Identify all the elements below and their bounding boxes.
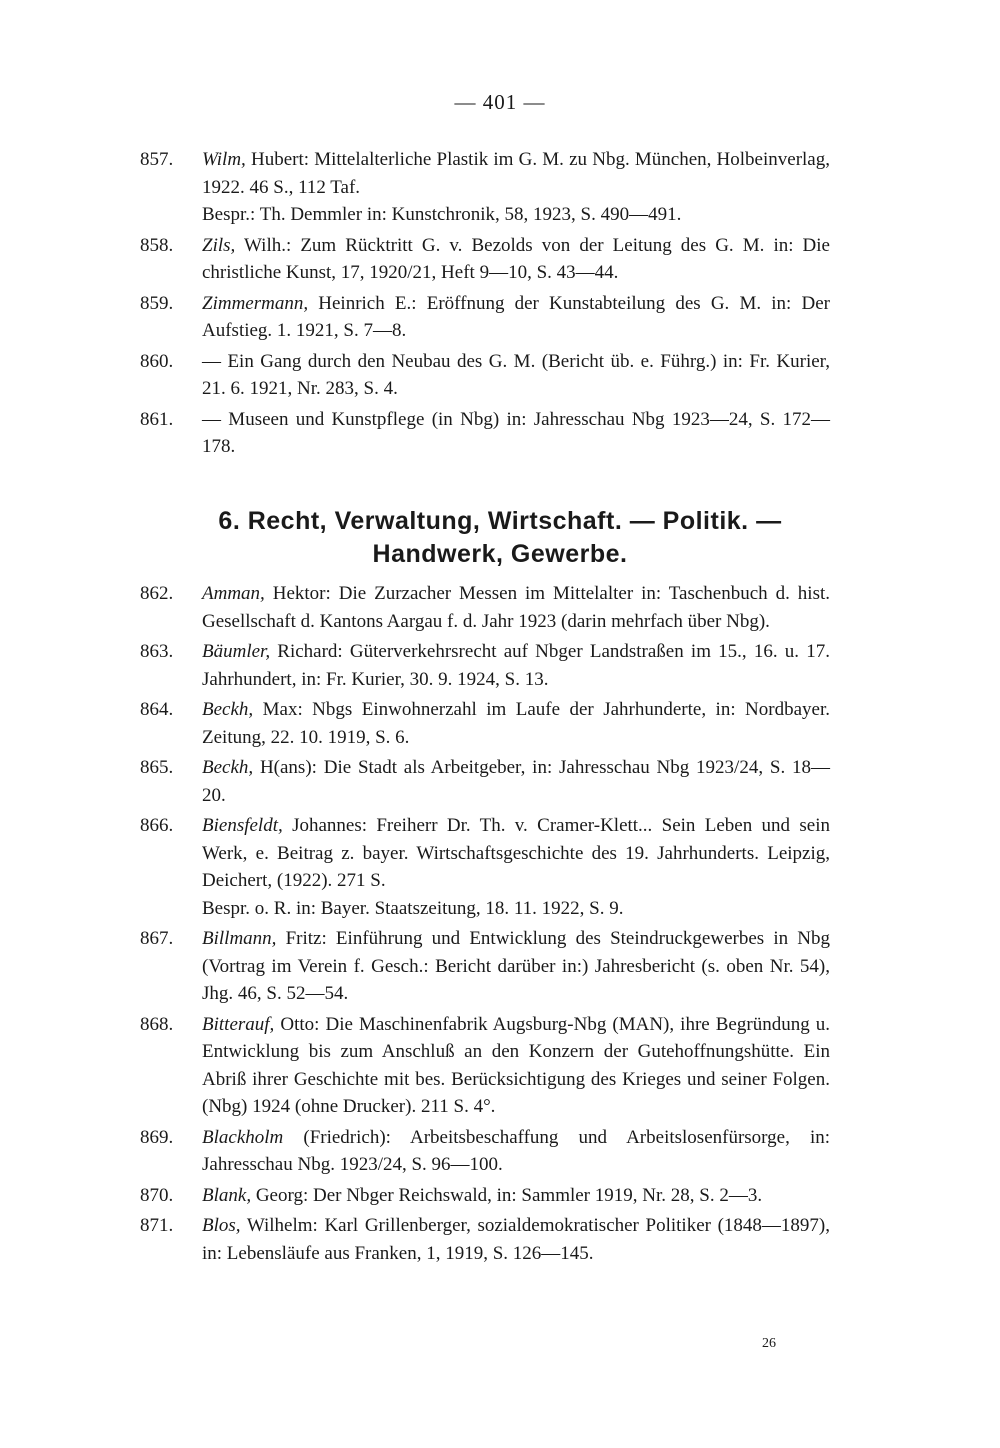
- section-heading-line-2: Handwerk, Gewerbe.: [372, 540, 628, 568]
- bibliography-entry: [140, 290, 830, 345]
- entry-body: [202, 1127, 830, 1176]
- entry-number: 862.: [140, 583, 174, 604]
- entry-body: [202, 583, 830, 632]
- entry-number: 868.: [140, 1013, 174, 1035]
- bibliography-entry: [140, 696, 830, 751]
- entry-number: 860.: [140, 350, 174, 372]
- entry-author: Blos,: [202, 1215, 241, 1236]
- entry-list-top: [140, 146, 830, 464]
- entry-author: Bäumler,: [202, 641, 271, 662]
- entry-number: 871.: [140, 1215, 174, 1236]
- entry-text: — Ein Gang durch den Neubau des G. M. (Bericht üb. e. Führg.) in: Fr. Kurier, 21. 6. 1921, Nr. 283, S. 4.: [202, 350, 830, 399]
- entry-number: 861.: [140, 408, 174, 430]
- entry-text: H(ans): Die Stadt als Arbeitgeber, in: Jahresschau Nbg 1923/24, S. 18—20.: [202, 757, 830, 806]
- entry-author: Billmann,: [202, 928, 277, 949]
- bibliography-entry: [140, 348, 830, 403]
- bibliography-entry: [140, 812, 830, 922]
- entry-review: Bespr.: Th. Demmler in: Kunstchronik, 58, 1923, S. 490—491.: [202, 204, 682, 225]
- entry-author: Wilm,: [202, 149, 246, 170]
- entry-body: [202, 293, 830, 342]
- entry-author: Blackholm: [202, 1126, 284, 1148]
- bibliography-entry: [140, 146, 830, 229]
- entry-body: [202, 351, 830, 400]
- entry-author: Blank,: [202, 1184, 252, 1206]
- entry-body: [202, 409, 830, 458]
- section-heading-line-1: 6. Recht, Verwaltung, Wirtschaft. — Politik. —: [218, 507, 782, 535]
- entry-text: Otto: Die Maschinenfabrik Augsburg-Nbg (MAN), ihre Begründung u. Entwicklung bis zum Anschluß an den Konzern der Gutehoffnungshütte. Ein Abriß ihrer Geschichte mit bes. Berücksichtigung des Krieges und seiner Folgen. (Nbg) 1924 (ohne Drucker). 211 S. 4°.: [202, 1013, 830, 1117]
- page-number: — 401 —: [454, 90, 546, 114]
- entry-number: 865.: [140, 757, 174, 778]
- entry-body: [202, 641, 830, 690]
- bibliography-entry: [140, 1124, 830, 1179]
- entry-author: Beckh,: [202, 757, 254, 778]
- entry-number: 869.: [140, 1126, 174, 1148]
- entry-body: [202, 928, 830, 1004]
- entry-text: — Museen und Kunstpflege (in Nbg) in: Jahresschau Nbg 1923—24, S. 172—178.: [202, 408, 830, 457]
- bibliography-entry: [140, 406, 830, 461]
- entry-body: [202, 757, 830, 806]
- entry-body: [202, 235, 830, 284]
- entry-body: [202, 1014, 830, 1118]
- entry-author: Biensfeldt,: [202, 815, 283, 836]
- entry-text: Max: Nbgs Einwohnerzahl im Laufe der Jahrhunderte, in: Nordbayer. Zeitung, 22. 10. 1919, S. 6.: [202, 699, 830, 748]
- entry-text: Fritz: Einführung und Entwicklung des Steindruckgewerbes in Nbg (Vortrag im Verein f. Gesch.: Bericht darüber in:) Jahresbericht (s. oben Nr. 54), Jhg. 46, S. 52—54.: [202, 928, 830, 1004]
- entry-number: 858.: [140, 234, 174, 256]
- entry-text: Heinrich E.: Eröffnung der Kunstabteilung des G. M. in: Der Aufstieg. 1. 1921, S. 7—8.: [202, 292, 830, 341]
- bibliography-entry: [140, 638, 830, 693]
- bibliography-entry: [140, 925, 830, 1008]
- section-heading: [150, 505, 850, 571]
- entry-text: Richard: Güterverkehrsrecht auf Nbger Landstraßen im 15., 16. u. 17. Jahrhundert, in: Fr. Kurier, 30. 9. 1924, S. 13.: [202, 641, 830, 690]
- entry-body: [202, 1185, 762, 1206]
- bibliography-entry: [140, 1182, 830, 1210]
- entry-author: Amman,: [202, 583, 265, 604]
- entry-body: [202, 149, 830, 198]
- entry-review: Bespr. o. R. in: Bayer. Staatszeitung, 18. 11. 1922, S. 9.: [202, 897, 624, 919]
- entry-text: Georg: Der Nbger Reichswald, in: Sammler 1919, Nr. 28, S. 2—3.: [251, 1184, 763, 1206]
- entry-text: Wilhelm: Karl Grillenberger, sozialdemokratischer Politiker (1848—1897), in: Lebensläufe aus Franken, 1, 1919, S. 126—145.: [202, 1215, 830, 1264]
- entry-text: Johannes: Freiherr Dr. Th. v. Cramer-Klett... Sein Leben und sein Werk, e. Beitrag z. bayer. Wirtschaftsgeschichte des 19. Jahrhunderts. Leipzig, Deichert, (1922). 271 S.: [202, 815, 830, 891]
- entry-author: Zils,: [202, 234, 236, 256]
- entry-number: 863.: [140, 641, 174, 662]
- entry-list-bottom: [140, 580, 830, 1270]
- entry-text: (Friedrich): Arbeitsbeschaffung und Arbeitslosenfürsorge, in: Jahresschau Nbg. 1923/24, S. 96—100.: [202, 1126, 830, 1175]
- entry-author: Bitterauf,: [202, 1013, 275, 1035]
- entry-number: 866.: [140, 815, 174, 836]
- entry-number: 859.: [140, 292, 174, 314]
- entry-text: Hubert: Mittelalterliche Plastik im G. M. zu Nbg. München, Holbeinverlag, 1922. 46 S., 112 Taf.: [202, 149, 830, 198]
- entry-author: Beckh,: [202, 699, 254, 720]
- bibliography-entry: [140, 754, 830, 809]
- bibliography-entry: [140, 580, 830, 635]
- bibliography-entry: [140, 1011, 830, 1121]
- entry-body: [202, 1215, 830, 1264]
- entry-number: 864.: [140, 699, 174, 720]
- entry-number: 870.: [140, 1184, 174, 1206]
- entry-author: Zimmermann,: [202, 292, 309, 314]
- entry-text: Wilh.: Zum Rücktritt G. v. Bezolds von der Leitung des G. M. in: Die christliche Kunst, 17, 1920/21, Heft 9—10, S. 43—44.: [202, 234, 830, 283]
- entry-number: 857.: [140, 149, 174, 170]
- bibliography-entry: [140, 232, 830, 287]
- signature-mark: 26: [762, 1336, 776, 1351]
- bibliography-entry: [140, 1212, 830, 1267]
- entry-text: Hektor: Die Zurzacher Messen im Mittelalter in: Taschenbuch d. hist. Gesellschaft d. Kantons Aargau f. d. Jahr 1923 (darin mehrfach über Nbg).: [202, 583, 830, 632]
- entry-body: [202, 815, 830, 891]
- entry-number: 867.: [140, 928, 174, 949]
- entry-body: [202, 699, 830, 748]
